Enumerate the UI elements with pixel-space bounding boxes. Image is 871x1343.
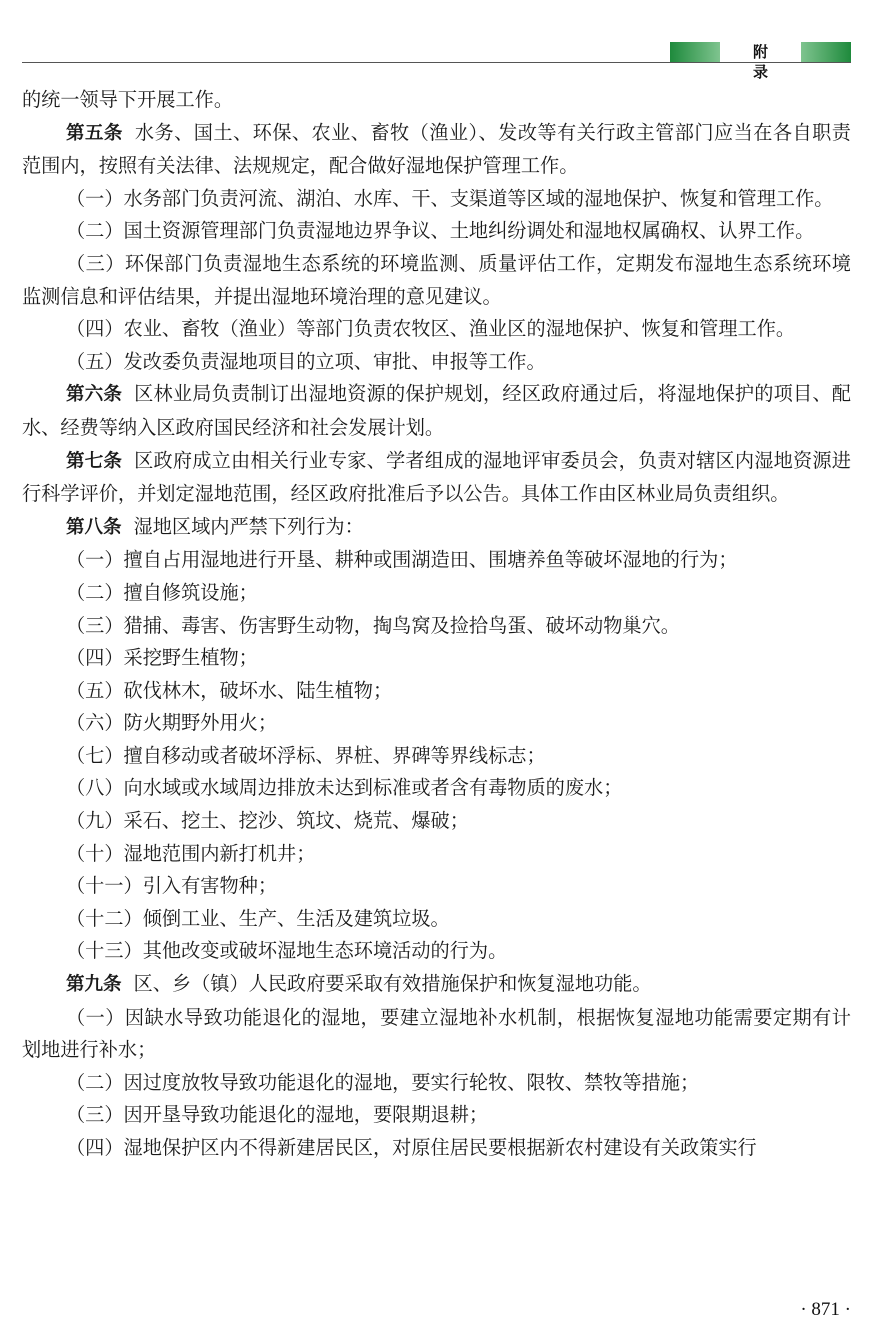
article-number: 第八条	[66, 516, 122, 538]
paragraph-text: （五）发改委负责湿地项目的立项、审批、申报等工作。	[66, 349, 546, 373]
paragraph	[22, 215, 851, 248]
header-gradient-left	[670, 42, 720, 62]
paragraph-text: （三）因开垦导致功能退化的湿地，要限期退耕；	[66, 1103, 489, 1127]
paragraph	[22, 544, 851, 577]
paragraph-text: （一）擅自占用湿地进行开垦、耕种或围湖造田、围塘养鱼等破坏湿地的行为；	[66, 548, 738, 572]
paragraph-text: （十二）倾倒工业、生产、生活及建筑垃圾。	[66, 906, 450, 930]
paragraph	[22, 707, 851, 740]
paragraph	[22, 1067, 851, 1100]
paragraph-text: （十）湿地范围内新打机井；	[66, 841, 316, 865]
paragraph	[22, 313, 851, 346]
paragraph-text: （三）猎捕、毒害、伤害野生动物，掏鸟窝及捡拾鸟蛋、破坏动物巢穴。	[66, 613, 680, 637]
paragraph-text: （八）向水域或水域周边排放未达到标准或者含有毒物质的废水；	[66, 776, 623, 800]
article-paragraph	[22, 968, 851, 1002]
paragraph-text: （十三）其他改变或破坏湿地生态环境活动的行为。	[66, 939, 508, 963]
paragraph-text: 水务、国土、环保、农业、畜牧（渔业）、发改等有关行政主管部门应当在各自职责范围内，按照有关法律、法规规定，配合做好湿地保护管理工作。	[22, 120, 851, 178]
paragraph	[22, 903, 851, 936]
article-paragraph	[22, 511, 851, 545]
paragraph	[22, 642, 851, 675]
paragraph	[22, 248, 851, 313]
paragraph	[22, 1099, 851, 1132]
paragraph-text: （三）环保部门负责湿地生态系统的环境监测、质量评估工作，定期发布湿地生态系统环境监测信息和评估结果，并提出湿地环境治理的意见建议。	[22, 251, 851, 308]
paragraph-text: （七）擅自移动或者破坏浮标、界桩、界碑等界线标志；	[66, 743, 546, 767]
header-rule	[22, 62, 851, 63]
paragraph-text: （二）擅自修筑设施；	[66, 580, 258, 604]
paragraph-text: （四）采挖野生植物；	[66, 646, 258, 670]
paragraph-text: （二）因过度放牧导致功能退化的湿地，要实行轮牧、限牧、禁牧等措施；	[66, 1070, 700, 1094]
paragraph-text: （九）采石、挖土、挖沙、筑坟、烧荒、爆破；	[66, 809, 469, 833]
paragraph-text: （一）水务部门负责河流、湖泊、水库、干、支渠道等区域的湿地保护、恢复和管理工作。	[66, 186, 834, 210]
paragraph	[22, 675, 851, 708]
article-paragraph	[22, 117, 851, 183]
paragraph-text: （二）国土资源管理部门负责湿地边界争议、土地纠纷调处和湿地权属确权、认界工作。	[66, 219, 815, 243]
paragraph-text: （十一）引入有害物种；	[66, 874, 278, 898]
section-header	[670, 42, 851, 81]
paragraph	[22, 346, 851, 379]
paragraph-text: （四）农业、畜牧（渔业）等部门负责农牧区、渔业区的湿地保护、恢复和管理工作。	[66, 317, 796, 341]
article-number: 第五条	[66, 122, 123, 144]
paragraph-text: 湿地区域内严禁下列行为：	[133, 514, 364, 538]
paragraph	[22, 838, 851, 871]
paragraph	[22, 740, 851, 773]
page-number: · 871 ·	[800, 1299, 851, 1320]
paragraph-text: 的统一领导下开展工作。	[22, 88, 234, 111]
paragraph	[22, 610, 851, 643]
article-paragraph	[22, 378, 851, 444]
paragraph	[22, 84, 851, 117]
article-paragraph	[22, 445, 851, 511]
article-number: 第六条	[66, 384, 123, 406]
paragraph-text: （一）因缺水导致功能退化的湿地，要建立湿地补水机制，根据恢复湿地功能需要定期有计划地进行补水；	[22, 1005, 851, 1062]
paragraph-text: 区、乡（镇）人民政府要采取有效措施保护和恢复湿地功能。	[133, 972, 652, 996]
article-number: 第九条	[66, 974, 122, 996]
paragraph	[22, 1132, 851, 1165]
paragraph	[22, 870, 851, 903]
body-text	[22, 84, 851, 1165]
header-gradient-right	[801, 42, 851, 62]
paragraph	[22, 935, 851, 968]
paragraph	[22, 805, 851, 838]
paragraph-text: 区政府成立由相关行业专家、学者组成的湿地评审委员会，负责对辖区内湿地资源进行科学评价，并划定湿地范围，经区政府批准后予以公告。具体工作由区林业局负责组织。	[22, 448, 851, 506]
paragraph	[22, 577, 851, 610]
paragraph-text: （五）砍伐林木，破坏水、陆生植物；	[66, 678, 393, 702]
paragraph	[22, 772, 851, 805]
paragraph-text: （四）湿地保护区内不得新建居民区，对原住居民要根据新农村建设有关政策实行	[66, 1136, 757, 1159]
paragraph-text: （六）防火期野外用火；	[66, 711, 278, 735]
paragraph	[22, 1002, 851, 1067]
paragraph	[22, 183, 851, 216]
section-label: 附 录	[752, 43, 782, 81]
article-number: 第七条	[66, 450, 123, 472]
paragraph-text: 区林业局负责制订出湿地资源的保护规划，经区政府通过后，将湿地保护的项目、配水、经费等纳入区政府国民经济和社会发展计划。	[22, 382, 851, 439]
